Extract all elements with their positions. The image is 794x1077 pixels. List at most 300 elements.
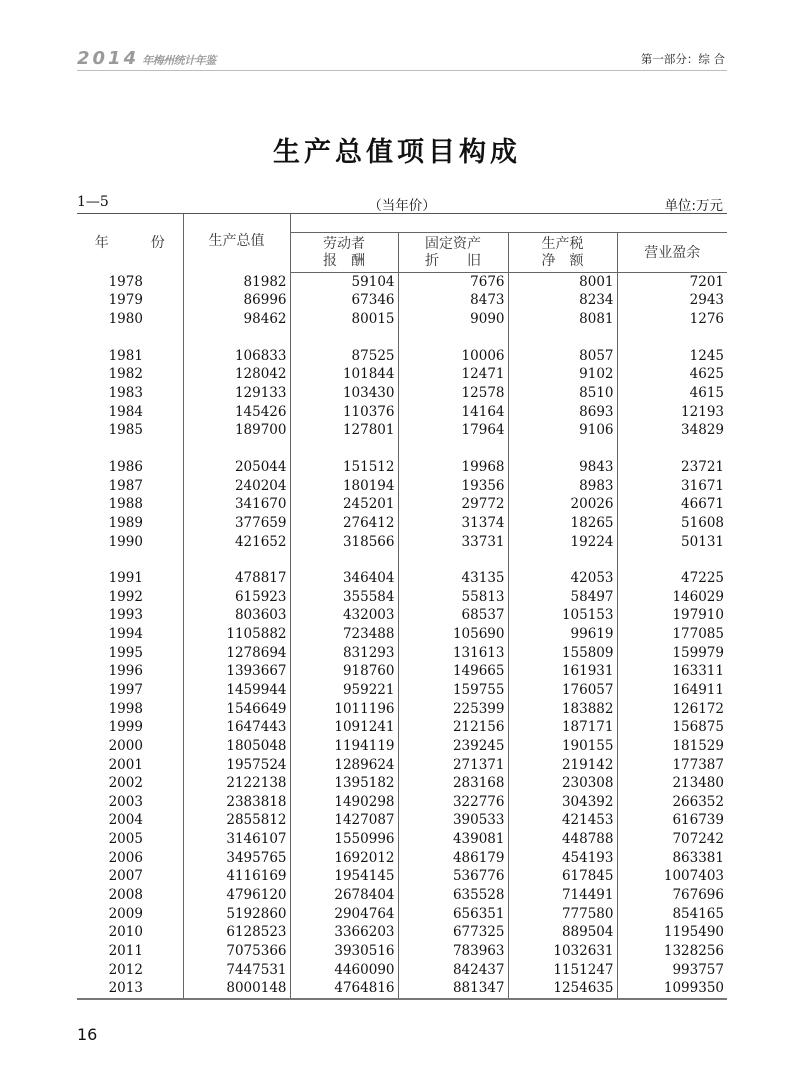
- cell-net-production-tax: 1032631: [508, 942, 617, 961]
- cell-net-production-tax: 304392: [508, 793, 617, 812]
- cell-labor-compensation: 3930516: [290, 942, 398, 961]
- cell-net-production-tax: 448788: [508, 830, 617, 849]
- cell-gdp-total: 98462: [183, 310, 290, 329]
- cell-operating-surplus: 7201: [689, 273, 724, 290]
- cell-gdp-total: 478817: [183, 569, 290, 588]
- cell-labor-compensation: 103430: [290, 384, 398, 403]
- cell-year: 2001: [77, 755, 183, 774]
- group-spacer-row: [77, 328, 727, 346]
- cell-year: 1996: [77, 662, 183, 681]
- cell-labor-compensation: 59104: [290, 272, 398, 291]
- cell-operating-surplus: 1099350: [617, 979, 727, 999]
- cell-depreciation: 212156: [398, 718, 508, 737]
- cell-year: 2006: [77, 848, 183, 867]
- cell-net-production-tax: 421453: [508, 811, 617, 830]
- table-row: [77, 476, 727, 495]
- cell-year: 1991: [77, 569, 183, 588]
- cell-depreciation: 8473: [398, 291, 508, 310]
- group-spacer-row: [77, 440, 727, 458]
- cell-net-production-tax: 99619: [508, 625, 617, 644]
- cell-gdp-total: 1459944: [183, 681, 290, 700]
- spacer-cell: [398, 328, 508, 346]
- spacer-cell: [398, 440, 508, 458]
- cell-operating-surplus: 1007403: [663, 868, 724, 885]
- header-depreciation-line2: 折 旧: [425, 253, 481, 270]
- cell-year: 1983: [77, 384, 183, 403]
- table-row: [77, 923, 727, 942]
- cell-year: 1990: [77, 532, 183, 551]
- cell-net-production-tax: 617845: [508, 867, 617, 886]
- header-year: [77, 214, 183, 272]
- cell-operating-surplus: 51608: [681, 514, 724, 531]
- cell-net-production-tax: 777580: [508, 904, 617, 923]
- cell-depreciation: 68537: [398, 606, 508, 625]
- cell-depreciation: 159755: [398, 681, 508, 700]
- yearbook-title: [77, 48, 216, 69]
- cell-year: 1987: [77, 476, 183, 495]
- cell-gdp-total: 2855812: [183, 811, 290, 830]
- cell-operating-surplus: 12193: [681, 403, 724, 420]
- table-row: [77, 960, 727, 979]
- cell-gdp-total: 1105882: [183, 625, 290, 644]
- table-row: [77, 662, 727, 681]
- cell-labor-compensation: 355584: [290, 587, 398, 606]
- cell-gdp-total: 5192860: [183, 904, 290, 923]
- cell-operating-surplus: 177085: [672, 626, 724, 643]
- cell-net-production-tax: 8983: [508, 476, 617, 495]
- cell-year: 1999: [77, 718, 183, 737]
- cell-operating-surplus: 181529: [672, 737, 724, 754]
- cell-year: 1986: [77, 458, 183, 477]
- cell-gdp-total: 240204: [183, 476, 290, 495]
- cell-labor-compensation: 2678404: [290, 886, 398, 905]
- cell-gdp-total: 189700: [183, 421, 290, 440]
- cell-labor-compensation: 2904764: [290, 904, 398, 923]
- table-row: [77, 495, 727, 514]
- cell-gdp-total: 341670: [183, 495, 290, 514]
- spacer-cell: [617, 328, 727, 346]
- cell-gdp-total: 6128523: [183, 923, 290, 942]
- header-operating-surplus: 营业盈余: [617, 233, 727, 273]
- cell-operating-surplus: 4615: [689, 385, 724, 402]
- cell-operating-surplus: 707242: [672, 831, 724, 848]
- table-row: [77, 886, 727, 905]
- cell-net-production-tax: 1151247: [508, 960, 617, 979]
- cell-net-production-tax: 155809: [508, 643, 617, 662]
- cell-depreciation: 12578: [398, 384, 508, 403]
- cell-depreciation: 33731: [398, 532, 508, 551]
- cell-depreciation: 55813: [398, 587, 508, 606]
- cell-operating-surplus: 266352: [672, 793, 724, 810]
- cell-depreciation: 842437: [398, 960, 508, 979]
- table-row: [77, 587, 727, 606]
- cell-gdp-total: 4116169: [183, 867, 290, 886]
- cell-year: 1989: [77, 514, 183, 533]
- cell-net-production-tax: 9102: [508, 365, 617, 384]
- cell-labor-compensation: 1692012: [290, 848, 398, 867]
- section-label: 第一部分：综 合: [640, 52, 725, 66]
- header-tax-line2: 净 额: [541, 253, 584, 270]
- table-row: [77, 699, 727, 718]
- spacer-cell: [77, 440, 183, 458]
- cell-operating-surplus: 1328256: [663, 942, 724, 959]
- cell-net-production-tax: 8001: [508, 272, 617, 291]
- table-row: [77, 793, 727, 812]
- cell-labor-compensation: 723488: [290, 625, 398, 644]
- cell-year: 1998: [77, 699, 183, 718]
- cell-year: 1981: [77, 346, 183, 365]
- cell-net-production-tax: 176057: [508, 681, 617, 700]
- cell-labor-compensation: 1289624: [290, 755, 398, 774]
- cell-labor-compensation: 959221: [290, 681, 398, 700]
- cell-labor-compensation: 151512: [290, 458, 398, 477]
- cell-labor-compensation: 276412: [290, 514, 398, 533]
- header-depreciation: [398, 233, 508, 273]
- running-head: [77, 48, 727, 71]
- cell-operating-surplus: 50131: [681, 533, 724, 550]
- cell-depreciation: 14164: [398, 402, 508, 421]
- cell-gdp-total: 7447531: [183, 960, 290, 979]
- cell-net-production-tax: 19224: [508, 532, 617, 551]
- table-row: [77, 569, 727, 588]
- cell-operating-surplus: 146029: [672, 588, 724, 605]
- header-gdp-total: 生产总值: [183, 214, 290, 272]
- cell-labor-compensation: 1011196: [290, 699, 398, 718]
- cell-operating-surplus: 126172: [672, 700, 724, 717]
- header-labor-line2: 报 酬: [323, 253, 365, 270]
- cell-labor-compensation: 180194: [290, 476, 398, 495]
- spacer-cell: [617, 551, 727, 569]
- table-row: [77, 867, 727, 886]
- cell-gdp-total: 1957524: [183, 755, 290, 774]
- spacer-cell: [77, 328, 183, 346]
- cell-net-production-tax: 105153: [508, 606, 617, 625]
- cell-labor-compensation: 1395182: [290, 774, 398, 793]
- cell-year: 1988: [77, 495, 183, 514]
- cell-gdp-total: 1805048: [183, 737, 290, 756]
- cell-gdp-total: 615923: [183, 587, 290, 606]
- cell-labor-compensation: 1954145: [290, 867, 398, 886]
- spacer-cell: [508, 551, 617, 569]
- cell-gdp-total: 1546649: [183, 699, 290, 718]
- cell-gdp-total: 86996: [183, 291, 290, 310]
- cell-labor-compensation: 918760: [290, 662, 398, 681]
- table-row: [77, 384, 727, 403]
- cell-net-production-tax: 230308: [508, 774, 617, 793]
- cell-gdp-total: 3146107: [183, 830, 290, 849]
- cell-net-production-tax: 454193: [508, 848, 617, 867]
- cell-net-production-tax: 8510: [508, 384, 617, 403]
- cell-depreciation: 31374: [398, 514, 508, 533]
- cell-year: 2010: [77, 923, 183, 942]
- cell-operating-surplus: 34829: [681, 422, 724, 439]
- header-depreciation-line1: 固定资产: [425, 236, 481, 253]
- table-row: [77, 942, 727, 961]
- cell-depreciation: 439081: [398, 830, 508, 849]
- table-row: [77, 625, 727, 644]
- spacer-cell: [290, 551, 398, 569]
- cell-year: 2013: [77, 979, 183, 999]
- table-row: [77, 291, 727, 310]
- table-row: [77, 346, 727, 365]
- price-basis: （当年价）: [368, 198, 436, 214]
- cell-year: 1993: [77, 606, 183, 625]
- cell-year: 2000: [77, 737, 183, 756]
- cell-operating-surplus: 4625: [689, 366, 724, 383]
- cell-gdp-total: 377659: [183, 514, 290, 533]
- cell-operating-surplus: 23721: [681, 458, 724, 475]
- spacer-cell: [77, 551, 183, 569]
- cell-operating-surplus: 213480: [672, 775, 724, 792]
- cell-depreciation: 635528: [398, 886, 508, 905]
- cell-gdp-total: 4796120: [183, 886, 290, 905]
- table-number: 1—5: [77, 194, 109, 210]
- cell-year: 2009: [77, 904, 183, 923]
- cell-depreciation: 10006: [398, 346, 508, 365]
- cell-operating-surplus: 616739: [672, 812, 724, 829]
- table-row: [77, 904, 727, 923]
- cell-year: 1979: [77, 291, 183, 310]
- cell-depreciation: 881347: [398, 979, 508, 999]
- cell-net-production-tax: 183882: [508, 699, 617, 718]
- cell-depreciation: 43135: [398, 569, 508, 588]
- cell-year: 2012: [77, 960, 183, 979]
- cell-operating-surplus: 164911: [672, 681, 724, 698]
- spacer-cell: [398, 551, 508, 569]
- cell-depreciation: 677325: [398, 923, 508, 942]
- cell-depreciation: 19968: [398, 458, 508, 477]
- gdp-composition-table: [77, 214, 727, 1000]
- table-row: [77, 755, 727, 774]
- cell-operating-surplus: 156875: [672, 719, 724, 736]
- cell-depreciation: 390533: [398, 811, 508, 830]
- cell-gdp-total: 1393667: [183, 662, 290, 681]
- cell-labor-compensation: 1427087: [290, 811, 398, 830]
- cell-net-production-tax: 161931: [508, 662, 617, 681]
- table-row: [77, 514, 727, 533]
- cell-year: 2004: [77, 811, 183, 830]
- cell-labor-compensation: 3366203: [290, 923, 398, 942]
- table-row: [77, 365, 727, 384]
- header-year-char-2: 份: [150, 234, 165, 251]
- cell-labor-compensation: 4460090: [290, 960, 398, 979]
- cell-operating-surplus: 46671: [681, 496, 724, 513]
- cell-operating-surplus: 1195490: [663, 924, 724, 941]
- cell-labor-compensation: 101844: [290, 365, 398, 384]
- header-labor-line1: 劳动者: [323, 236, 365, 253]
- cell-labor-compensation: 1550996: [290, 830, 398, 849]
- cell-gdp-total: 8000148: [183, 979, 290, 999]
- cell-gdp-total: 2122138: [183, 774, 290, 793]
- header-net-production-tax: [508, 233, 617, 273]
- cell-gdp-total: 106833: [183, 346, 290, 365]
- cell-year: 1982: [77, 365, 183, 384]
- cell-gdp-total: 803603: [183, 606, 290, 625]
- cell-gdp-total: 145426: [183, 402, 290, 421]
- cell-operating-surplus: 2943: [689, 292, 724, 309]
- spacer-cell: [183, 440, 290, 458]
- spacer-cell: [290, 440, 398, 458]
- table-row: [77, 532, 727, 551]
- cell-labor-compensation: 80015: [290, 310, 398, 329]
- cell-net-production-tax: 889504: [508, 923, 617, 942]
- cell-year: 1997: [77, 681, 183, 700]
- cell-net-production-tax: 8234: [508, 291, 617, 310]
- cell-labor-compensation: 831293: [290, 643, 398, 662]
- cell-net-production-tax: 18265: [508, 514, 617, 533]
- cell-depreciation: 19356: [398, 476, 508, 495]
- cell-depreciation: 239245: [398, 737, 508, 756]
- cell-operating-surplus: 1276: [689, 311, 724, 328]
- table-row: [77, 421, 727, 440]
- cell-depreciation: 536776: [398, 867, 508, 886]
- spacer-cell: [183, 328, 290, 346]
- cell-year: 1978: [77, 272, 183, 291]
- cell-net-production-tax: 714491: [508, 886, 617, 905]
- cell-year: 2003: [77, 793, 183, 812]
- cell-operating-surplus: 197910: [672, 607, 724, 624]
- table-row: [77, 402, 727, 421]
- cell-gdp-total: 129133: [183, 384, 290, 403]
- spacer-cell: [183, 551, 290, 569]
- cell-depreciation: 17964: [398, 421, 508, 440]
- page-number: 16: [77, 1025, 98, 1044]
- cell-year: 1984: [77, 402, 183, 421]
- cell-year: 2008: [77, 886, 183, 905]
- cell-depreciation: 29772: [398, 495, 508, 514]
- cell-depreciation: 9090: [398, 310, 508, 329]
- spacer-cell: [290, 328, 398, 346]
- cell-operating-surplus: 854165: [672, 905, 724, 922]
- spacer-cell: [617, 440, 727, 458]
- cell-labor-compensation: 318566: [290, 532, 398, 551]
- cell-operating-surplus: 177387: [672, 756, 724, 773]
- cell-year: 2011: [77, 942, 183, 961]
- header-labor-compensation: [290, 233, 398, 273]
- table-row: [77, 830, 727, 849]
- table-row: [77, 310, 727, 329]
- cell-gdp-total: 205044: [183, 458, 290, 477]
- cell-depreciation: 656351: [398, 904, 508, 923]
- cell-depreciation: 131613: [398, 643, 508, 662]
- cell-labor-compensation: 127801: [290, 421, 398, 440]
- cell-gdp-total: 1647443: [183, 718, 290, 737]
- cell-year: 1985: [77, 421, 183, 440]
- cell-year: 1980: [77, 310, 183, 329]
- cell-net-production-tax: 8081: [508, 310, 617, 329]
- table-row: [77, 681, 727, 700]
- cell-operating-surplus: 159979: [672, 644, 724, 661]
- cell-gdp-total: 3495765: [183, 848, 290, 867]
- table-row: [77, 774, 727, 793]
- cell-year: 1995: [77, 643, 183, 662]
- cell-gdp-total: 7075366: [183, 942, 290, 961]
- cell-net-production-tax: 9106: [508, 421, 617, 440]
- cell-depreciation: 486179: [398, 848, 508, 867]
- table-row: [77, 848, 727, 867]
- yearbook-year: 2014: [77, 48, 140, 69]
- spacer-cell: [508, 440, 617, 458]
- cell-operating-surplus: 1245: [689, 347, 724, 364]
- cell-net-production-tax: 8693: [508, 402, 617, 421]
- table-row: [77, 811, 727, 830]
- cell-net-production-tax: 58497: [508, 587, 617, 606]
- cell-labor-compensation: 87525: [290, 346, 398, 365]
- cell-labor-compensation: 110376: [290, 402, 398, 421]
- cell-depreciation: 149665: [398, 662, 508, 681]
- yearbook-name: 年梅州统计年鉴: [142, 54, 216, 67]
- table-meta: [77, 193, 727, 214]
- table-row: [77, 458, 727, 477]
- cell-gdp-total: 128042: [183, 365, 290, 384]
- cell-gdp-total: 1278694: [183, 643, 290, 662]
- cell-year: 2002: [77, 774, 183, 793]
- cell-labor-compensation: 432003: [290, 606, 398, 625]
- cell-net-production-tax: 8057: [508, 346, 617, 365]
- cell-depreciation: 12471: [398, 365, 508, 384]
- table-row: [77, 718, 727, 737]
- cell-labor-compensation: 4764816: [290, 979, 398, 999]
- cell-depreciation: 322776: [398, 793, 508, 812]
- cell-operating-surplus: 993757: [672, 961, 724, 978]
- cell-gdp-total: 2383818: [183, 793, 290, 812]
- cell-depreciation: 783963: [398, 942, 508, 961]
- table-row: [77, 643, 727, 662]
- cell-labor-compensation: 67346: [290, 291, 398, 310]
- table-row: [77, 979, 727, 999]
- cell-year: 1992: [77, 587, 183, 606]
- cell-year: 2005: [77, 830, 183, 849]
- table-row: [77, 272, 727, 291]
- group-spacer-row: [77, 551, 727, 569]
- cell-operating-surplus: 767696: [672, 887, 724, 904]
- cell-operating-surplus: 47225: [681, 570, 724, 587]
- table-body: [77, 272, 727, 999]
- header-spacer: [290, 214, 727, 233]
- header-year-char-1: 年: [94, 234, 109, 251]
- cell-labor-compensation: 1091241: [290, 718, 398, 737]
- cell-operating-surplus: 863381: [672, 849, 724, 866]
- cell-labor-compensation: 245201: [290, 495, 398, 514]
- table-row: [77, 606, 727, 625]
- cell-gdp-total: 81982: [183, 272, 290, 291]
- cell-depreciation: 7676: [398, 272, 508, 291]
- cell-depreciation: 105690: [398, 625, 508, 644]
- spacer-cell: [508, 328, 617, 346]
- cell-depreciation: 283168: [398, 774, 508, 793]
- cell-operating-surplus: 31671: [681, 477, 724, 494]
- page-title: 生产总值项目构成: [273, 137, 521, 168]
- cell-depreciation: 271371: [398, 755, 508, 774]
- cell-year: 2007: [77, 867, 183, 886]
- cell-depreciation: 225399: [398, 699, 508, 718]
- cell-net-production-tax: 187171: [508, 718, 617, 737]
- cell-net-production-tax: 1254635: [508, 979, 617, 999]
- cell-labor-compensation: 1490298: [290, 793, 398, 812]
- cell-net-production-tax: 42053: [508, 569, 617, 588]
- table-header: [77, 214, 727, 272]
- cell-labor-compensation: 346404: [290, 569, 398, 588]
- unit-label: 单位:万元: [664, 198, 723, 214]
- table-row: [77, 737, 727, 756]
- cell-net-production-tax: 9843: [508, 458, 617, 477]
- cell-gdp-total: 421652: [183, 532, 290, 551]
- cell-operating-surplus: 163311: [672, 663, 724, 680]
- cell-net-production-tax: 219142: [508, 755, 617, 774]
- cell-year: 1994: [77, 625, 183, 644]
- cell-labor-compensation: 1194119: [290, 737, 398, 756]
- cell-net-production-tax: 190155: [508, 737, 617, 756]
